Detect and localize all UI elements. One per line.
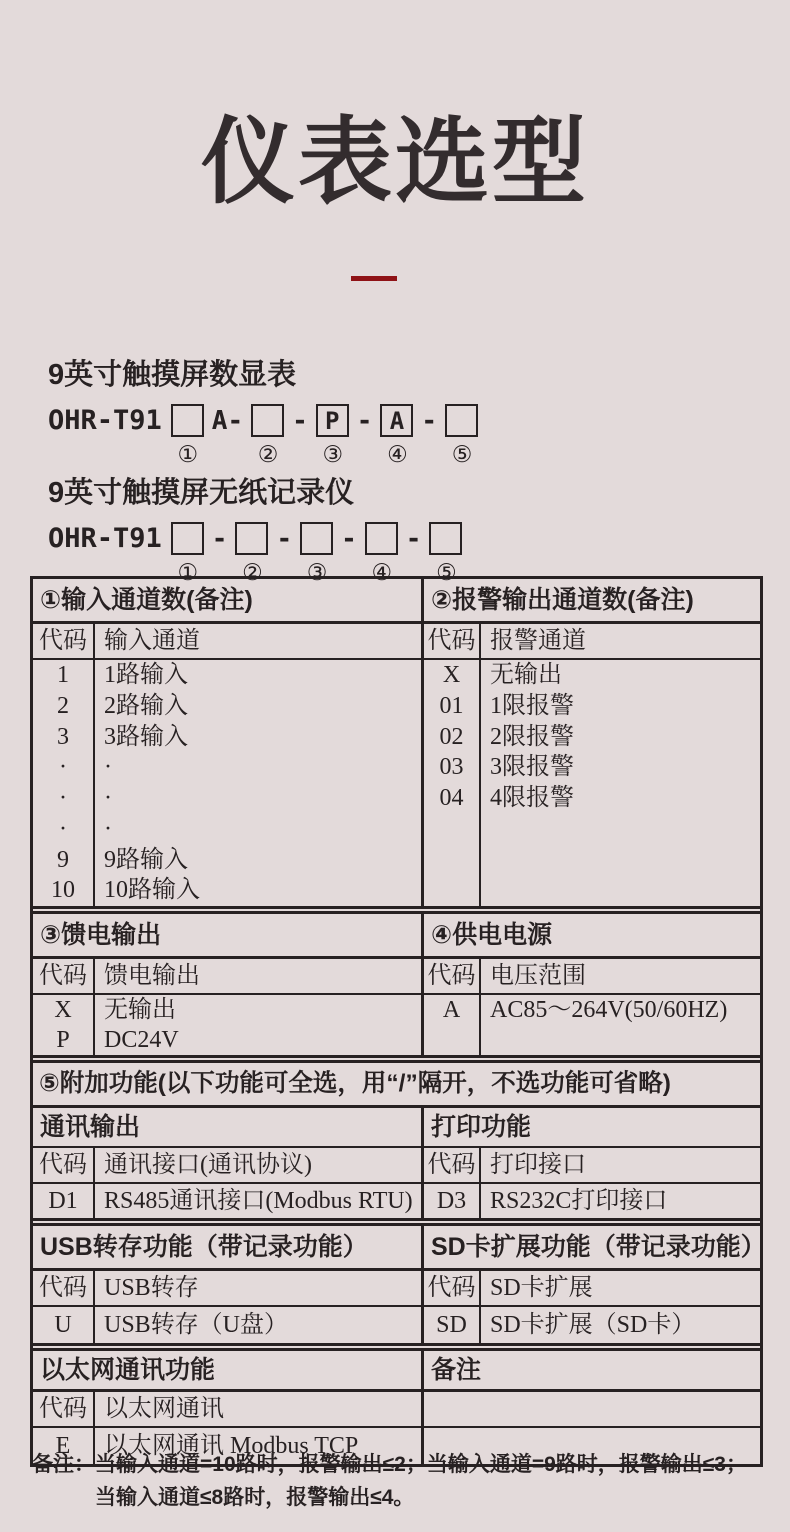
model1-slot-1 [171,403,251,468]
option-box [251,404,284,437]
model-block-paperless-recorder [48,470,478,586]
code-header: 代码 [421,959,479,993]
code-header: 代码 [39,1152,87,1178]
section1-right-title: ②报警输出通道数(备注) [421,579,760,621]
section6-right-title: 备注 [421,1351,760,1389]
circled-number: ② [242,560,263,585]
section6-left-title: 以太网通讯功能 [40,1356,216,1384]
section-additional-functions [33,1060,760,1108]
model1-prefix: OHR-T91 [48,405,162,436]
alarm-code-list: X 01 02 03 04 [421,660,479,906]
option-box [300,522,333,555]
model1-code-line [48,403,494,468]
print-interface-header: 打印接口 [479,1148,760,1182]
circled-number: ① [177,442,199,467]
option-box: P [316,404,349,437]
option-box [429,522,462,555]
alarm-desc-list: 无输出 1限报警 2限报警 3限报警 4限报警 [479,660,760,906]
ethernet-header: 以太网通讯 [93,1392,421,1426]
circled-number: ⑤ [451,442,473,467]
input-code-list: 1 2 3 · · · 9 10 [51,662,75,904]
footnote-label: 备注： [32,1453,95,1476]
code-header: 代码 [421,1271,479,1305]
model1-slot-2 [251,403,316,468]
section-ethernet-remark [33,1348,760,1464]
section2-left-title: ③馈电输出 [40,921,162,949]
page-title: 仪表选型 [200,109,589,214]
model1-slot-4 [380,403,445,468]
sd-desc: SD卡扩展（SD卡） [479,1307,760,1343]
section-usb-sd [33,1223,766,1346]
sd-code: SD [421,1307,479,1343]
comm-code: D1 [48,1188,78,1214]
section2-right-title: ④供电电源 [421,914,760,956]
remark-empty-cell [421,1392,760,1426]
code-header: 代码 [39,1275,87,1301]
code-header: 代码 [421,624,479,658]
separator: - [356,405,373,436]
option-box [365,522,398,555]
circled-number: ⑤ [436,560,457,585]
feed-output-header: 馈电输出 [93,959,421,993]
circled-number: ④ [371,560,393,585]
feed-desc-list: 无输出 DC24V [93,995,421,1055]
section-feed-power [33,911,760,1058]
comm-interface-header: 通讯接口(通讯协议) [93,1148,421,1182]
input-desc-list: 1路输入 2路输入 3路输入 · · · 9路输入 10路输入 [93,660,421,906]
selection-table [30,576,766,1467]
separator: - [405,523,422,554]
section-comm-print [33,1108,760,1221]
alarm-channel-header: 报警通道 [479,624,760,658]
voltage-range-header: 电压范围 [479,959,760,993]
usb-header: USB转存 [93,1271,421,1305]
separator: - [341,523,357,554]
additional-functions-banner: ⑤附加功能(以下功能可全选，用“/”隔开，不选功能可省略) [39,1070,671,1097]
footnote-line-1: 当输入通道=10路时，报警输出≤2；当输入通道=9路时，报警输出≤3； [95,1453,747,1476]
separator: A- [211,405,244,436]
separator: - [292,405,308,436]
code-header: 代码 [39,1396,87,1422]
model2-prefix: OHR-T91 [48,523,162,554]
section-input-alarm [33,579,760,909]
code-header: 代码 [421,1148,479,1182]
code-header: 代码 [39,963,87,989]
footnote [32,1448,762,1514]
footnote-text [95,1448,762,1514]
model1-slot-3 [316,403,381,468]
print-desc: RS232C打印接口 [479,1184,760,1218]
title-underline-bar [351,276,397,281]
ethernet-desc: 以太网通讯 Modbus TCP [93,1428,421,1464]
section5-left-title: USB转存功能（带记录功能） [40,1233,368,1261]
model1-heading: 9英寸触摸屏数显表 [48,359,297,391]
footnote-line-2: 当输入通道≤8路时，报警输出≤4。 [95,1486,415,1509]
print-code: D3 [421,1184,479,1218]
ethernet-code: E [55,1433,71,1459]
usb-desc: USB转存（U盘） [93,1307,421,1343]
model-block-digital-display [48,352,494,468]
model1-slot-5 [445,403,494,468]
circled-number: ① [177,560,199,585]
section4-right-title: 打印功能 [421,1108,760,1146]
circled-number: ③ [306,560,328,585]
input-channel-header: 输入通道 [93,624,421,658]
option-box: A [380,404,413,437]
option-box [171,404,204,437]
separator: - [421,405,438,436]
feed-code-list: X P [54,997,72,1053]
usb-code: U [54,1312,72,1338]
section5-right-title: SD卡扩展功能（带记录功能） [421,1226,760,1268]
separator: - [211,523,228,554]
circled-number: ③ [322,442,344,467]
circled-number: ② [257,442,279,467]
option-box [171,522,204,555]
option-box [445,404,478,437]
circled-number: ④ [387,442,408,467]
separator: - [276,523,293,554]
model2-heading: 9英寸触摸屏无纸记录仪 [48,477,355,509]
comm-desc: RS485通讯接口(Modbus RTU) [93,1184,421,1218]
sd-header: SD卡扩展 [479,1271,760,1305]
power-code-list: A [421,995,479,1055]
option-box [235,522,268,555]
code-header: 代码 [39,628,87,654]
section4-left-title: 通讯输出 [40,1113,141,1141]
section1-left-title: ①输入通道数(备注) [40,586,253,614]
power-desc-list: AC85～264V(50/60HZ) [479,995,760,1055]
